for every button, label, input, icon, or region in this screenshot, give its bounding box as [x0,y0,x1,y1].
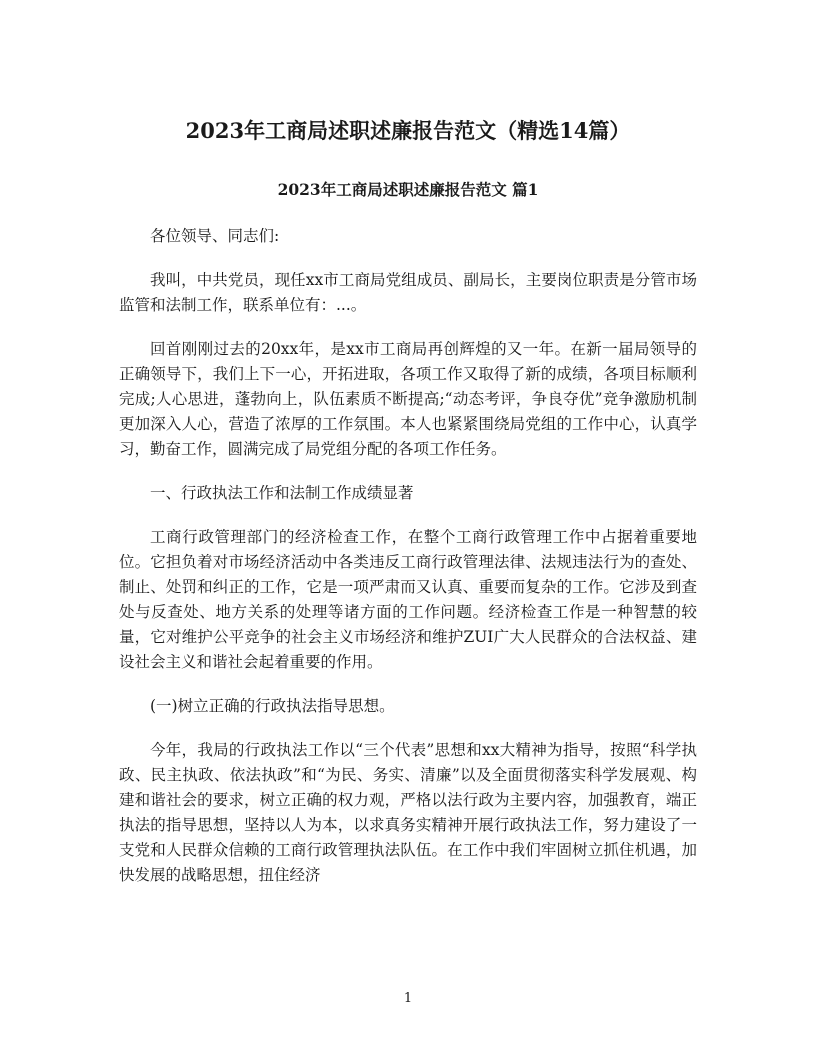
paragraph-review: 回首刚刚过去的20xx年，是xx市工商局再创辉煌的又一年。在新一届局领导的正确领导下，我们上下一心，开拓进取，各项工作又取得了新的成绩，各项目标顺利完成;人心思进，蓬勃向上，队伍素质不断提高;“动态考评，争良夺优”竞争激励机制更加深入人心，营造了浓厚的工作氛围。本人也紧紧围绕局党组的工作中心，认真学习，勤奋工作，圆满完成了局党组分配的各项工作任务。 [119,340,697,458]
heading-subsection-one: (一)树立正确的行政执法指导思想。 [150,697,395,715]
heading-section-one: 一、行政执法工作和法制工作成绩显著 [150,484,414,502]
document-body [119,224,697,907]
page-number: 1 [403,991,413,1006]
paragraph-introduction: 我叫，中共党员，现任xx市工商局党组成员、副局长，主要岗位职责是分管市场监管和法制工作，联系单位有：...。 [119,271,697,314]
document-title: 2023年工商局述职述廉报告范文（精选14篇） [185,118,631,143]
paragraph-economic-inspection: 工商行政管理部门的经济检查工作，在整个工商行政管理工作中占据着重要地位。它担负着对市场经济活动中各类违反工商行政管理法律、法规违法行为的查处、制止、处罚和纠正的工作，它是一项严肃而又认真、重要而复杂的工作。它涉及到查处与反查处、地方关系的处理等诸方面的工作问题。经济检查工作是一种智慧的较量，它对维护公平竞争的社会主义市场经济和维护ZUI广大人民群众的合法权益、建设社会主义和谐社会起着重要的作用。 [119,528,697,671]
section-title: 2023年工商局述职述廉报告范文 篇1 [277,180,539,199]
paragraph-enforcement: 今年，我局的行政执法工作以“三个代表”思想和xx大精神为指导，按照“科学执政、民主执政、依法执政”和“为民、务实、清廉”以及全面贯彻落实科学发展观、构建和谐社会的要求，树立正确的权力观，严格以法行政为主要内容，加强教育，端正执法的指导思想，坚持以人为本，以求真务实精神开展行政执法工作，努力建设了一支党和人民群众信赖的工商行政管理执法队伍。在工作中我们牢固树立抓住机遇，加快发展的战略思想，扭住经济 [119,741,697,884]
paragraph-salutation: 各位领导、同志们: [150,227,280,245]
